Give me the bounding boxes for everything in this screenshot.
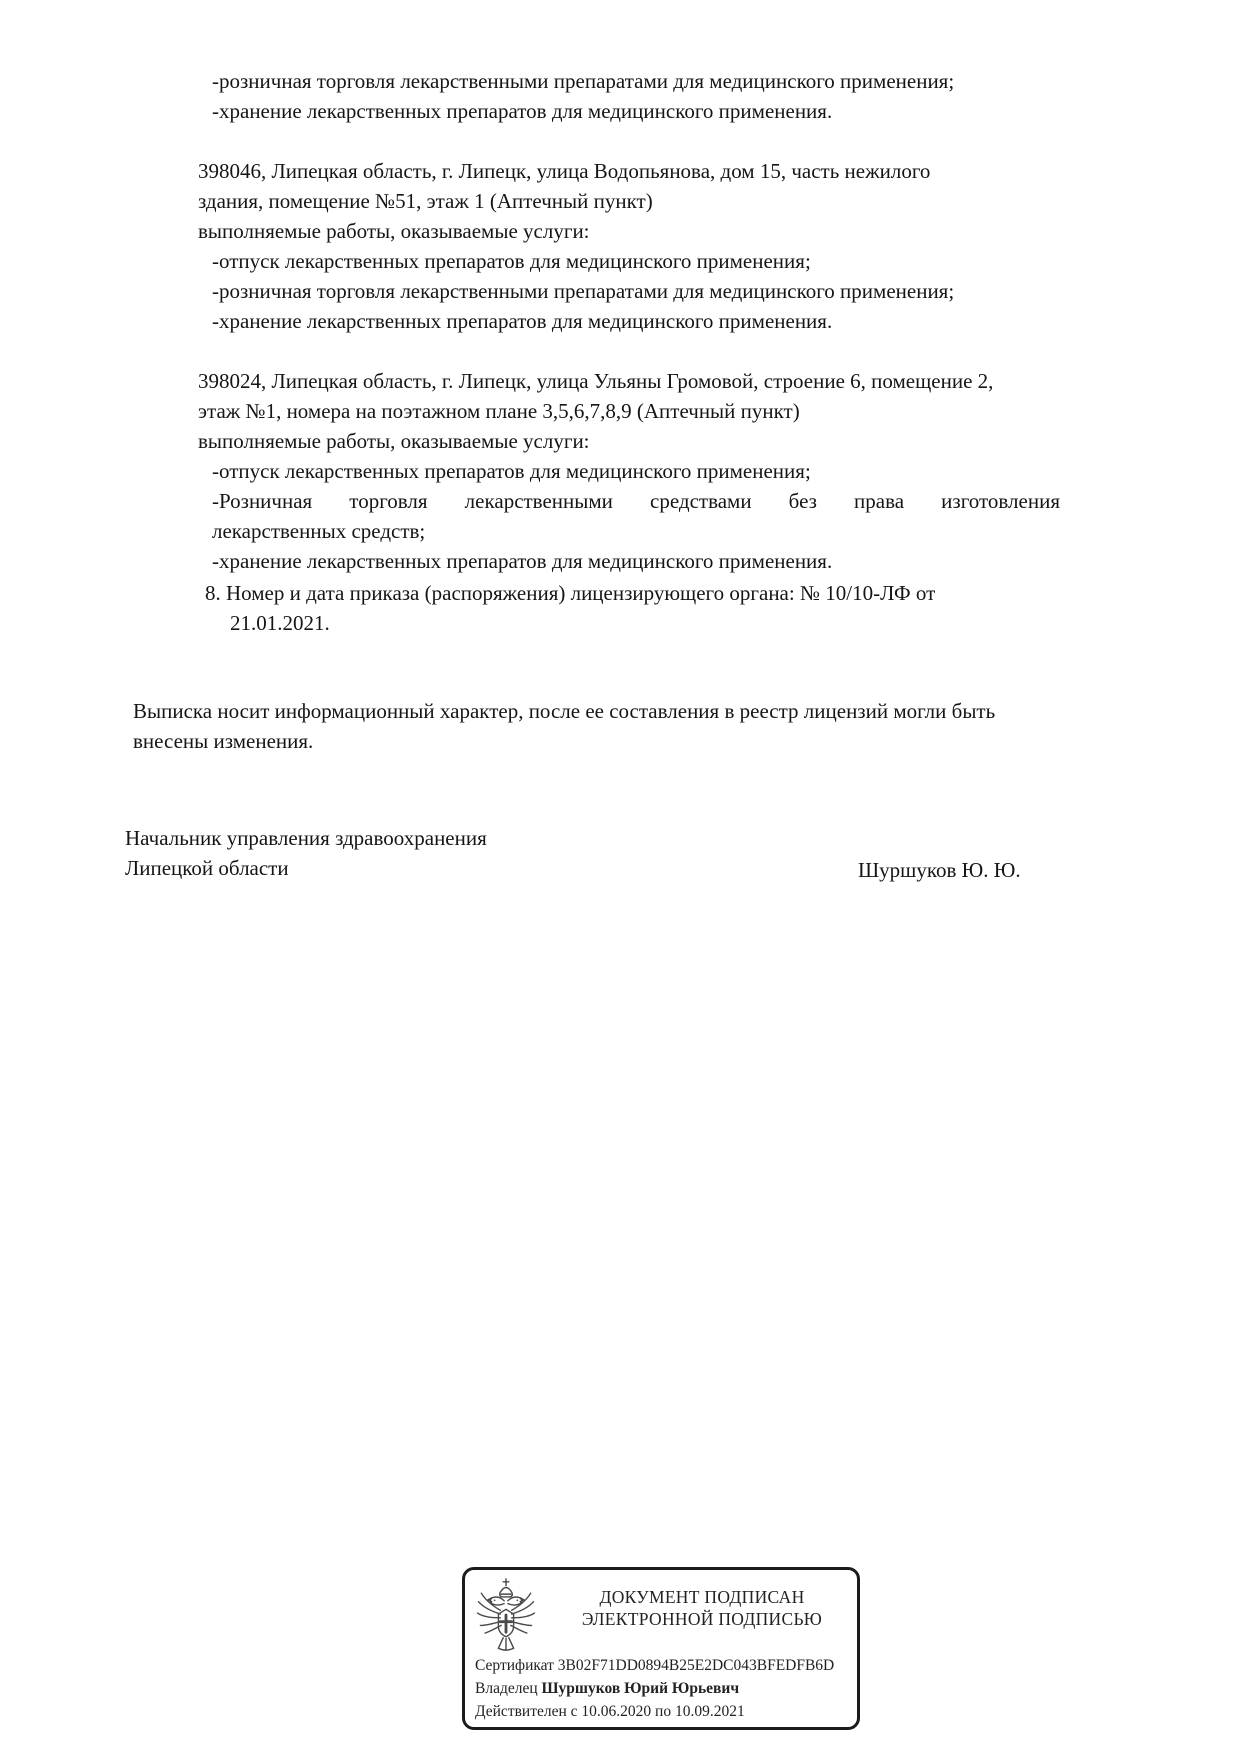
address-line: здания, помещение №51, этаж 1 (Аптечный пункт) — [198, 189, 653, 213]
services-list — [212, 246, 1060, 336]
electronic-signature-stamp — [462, 1567, 860, 1730]
service-line: -Розничная торговля лекарственными средствами без права изготовления — [212, 489, 1060, 513]
service-line: -розничная торговля лекарственными препаратами для медицинского применения; — [212, 69, 955, 93]
stamp-title — [551, 1586, 853, 1630]
works-label: выполняемые работы, оказываемые услуги: — [198, 429, 590, 453]
works-label: выполняемые работы, оказываемые услуги: — [198, 219, 590, 243]
order-item — [205, 578, 1065, 638]
order-line: 8. Номер и дата приказа (распоряжения) лицензирующего органа: № 10/10-ЛФ от — [205, 581, 936, 605]
service-line: -хранение лекарственных препаратов для медицинского применения. — [212, 99, 833, 123]
owner-name: Шуршуков Юрий Юрьевич — [541, 1680, 740, 1697]
address-line: 398024, Липецкая область, г. Липецк, улица Ульяны Громовой, строение 6, помещение 2, — [198, 369, 994, 393]
owner-label: Владелец — [475, 1680, 538, 1697]
stamp-title-line: ДОКУМЕНТ ПОДПИСАН — [599, 1587, 805, 1607]
certificate-value: 3B02F71DD0894B25E2DC043BFEDFB6D — [557, 1657, 835, 1674]
order-date: 21.01.2021. — [230, 611, 330, 635]
location-block-398046 — [198, 156, 1060, 336]
intro-services — [212, 66, 1058, 126]
stamp-certificate — [475, 1656, 857, 1676]
service-line: -отпуск лекарственных препаратов для медицинского применения; — [212, 249, 811, 273]
stamp-title-line: ЭЛЕКТРОННОЙ ПОДПИСЬЮ — [581, 1609, 823, 1629]
location-block-398024 — [198, 366, 1060, 576]
note-line: внесены изменения. — [133, 729, 314, 753]
roszdravnadzor-eagle-emblem-icon — [475, 1578, 537, 1652]
service-line: -хранение лекарственных препаратов для медицинского применения. — [212, 549, 833, 573]
position-line: Начальник управления здравоохранения — [125, 826, 487, 850]
position-line: Липецкой области — [125, 856, 289, 880]
stamp-validity: Действителен с 10.06.2020 по 10.09.2021 — [475, 1703, 745, 1720]
informational-note — [133, 696, 1063, 756]
stamp-owner — [475, 1679, 857, 1699]
address-line: этаж №1, номера на поэтажном плане 3,5,6,7,8,9 (Аптечный пункт) — [198, 399, 800, 423]
address-line: 398046, Липецкая область, г. Липецк, улица Водопьянова, дом 15, часть нежилого — [198, 159, 931, 183]
services-list — [212, 456, 1060, 576]
signatory-position — [125, 823, 745, 883]
service-line: -хранение лекарственных препаратов для медицинского применения. — [212, 309, 833, 333]
note-line: Выписка носит информационный характер, после ее составления в реестр лицензий могли быть — [133, 699, 996, 723]
certificate-label: Сертификат — [475, 1657, 554, 1674]
service-line-continuation: лекарственных средств; — [212, 519, 426, 543]
service-line: -отпуск лекарственных препаратов для медицинского применения; — [212, 459, 811, 483]
signatory-name: Шуршуков Ю. Ю. — [858, 858, 1021, 882]
service-line: -розничная торговля лекарственными препаратами для медицинского применения; — [212, 279, 955, 303]
